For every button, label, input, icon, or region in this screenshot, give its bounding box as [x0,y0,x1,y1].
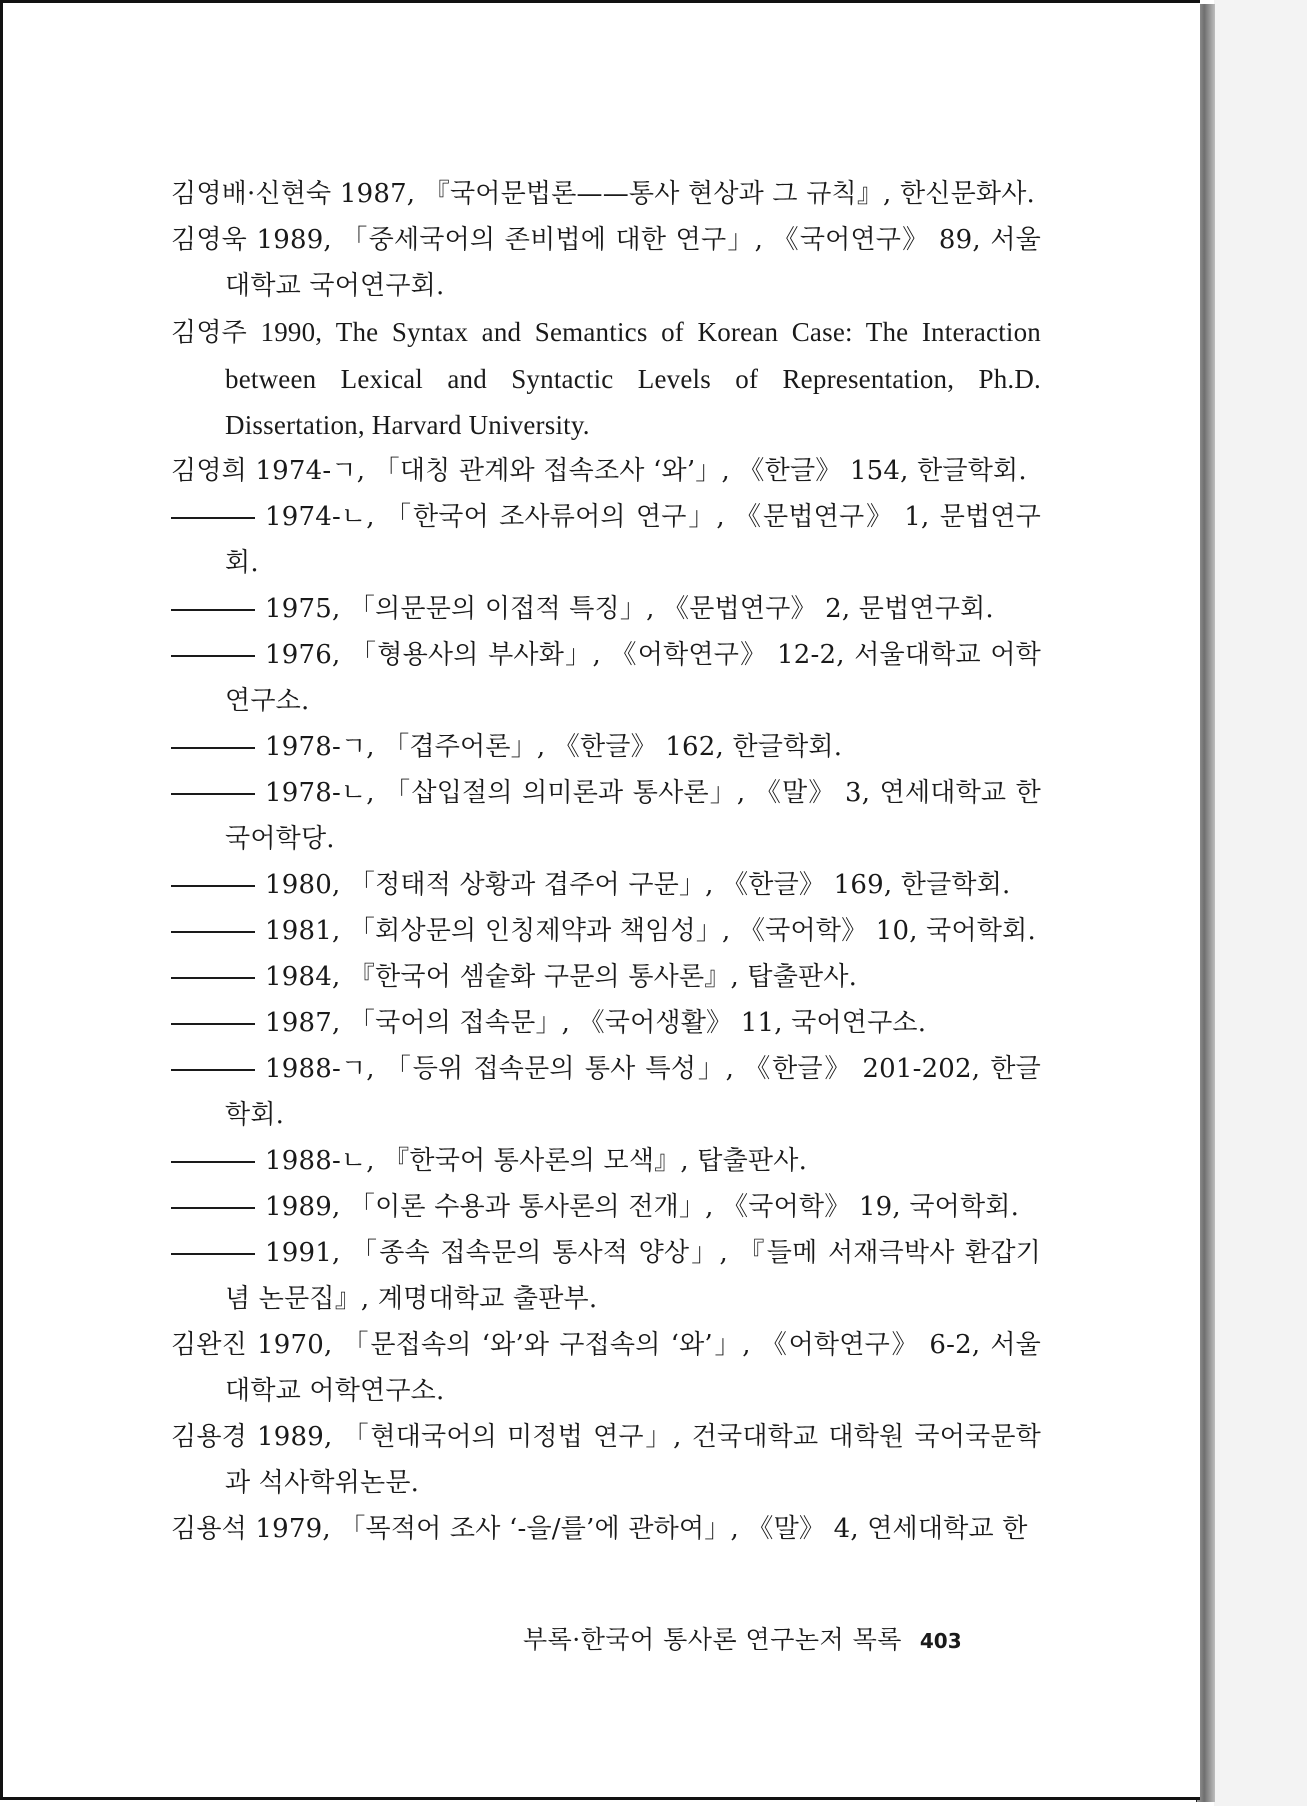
entry-text: 1990, The Syntax and Semantics of Korean Case: The Interaction between Lexical and Syntactic Levels of Representation, Ph.D. Dissertation, Harvard University. [225,317,1042,440]
ditto-dash [171,1253,255,1255]
bibliography-entry [171,586,1041,632]
entry-author: 김영배·신현숙 [171,179,332,209]
entry-text: 1981, 「회상문의 인칭제약과 책임성」, 《국어학》 10, 국어학회. [265,916,1036,946]
bibliography-entry [171,954,1041,1000]
ditto-dash [171,885,255,887]
footer-section-title: 부록·한국어 통사론 연구논저 목록 [523,1625,902,1654]
bibliography-entry [171,1184,1041,1230]
bibliography-entry [171,1414,1041,1506]
ditto-dash [171,517,255,519]
entry-text: 1976, 「형용사의 부사화」, 《어학연구》 12-2, 서울대학교 어학연구소. [225,640,1041,716]
entry-author: 김용석 [171,1514,247,1544]
ditto-dash [171,1207,255,1209]
entry-author: 김완진 [171,1330,247,1360]
bibliography-entry [171,494,1041,586]
entry-text: 1987, 『국어문법론——통사 현상과 그 규칙』, 한신문화사. [339,179,1036,209]
ditto-dash [171,793,255,795]
entry-text: 1978-ㄴ, 「삽입절의 의미론과 통사론」, 《말》 3, 연세대학교 한국어학당. [225,778,1041,854]
page-number: 403 [919,1629,962,1653]
bibliography-entry [171,309,1041,448]
entry-author: 김영주 [171,318,247,348]
bibliography-list [171,171,1041,1552]
entry-text: 1970, 「문접속의 ‘와’와 구접속의 ‘와’」, 《어학연구》 6-2, 서울대학교 어학연구소. [225,1330,1041,1406]
entry-text: 1989, 「현대국어의 미정법 연구」, 건국대학교 대학원 국어국문학과 석사학위논문. [225,1422,1041,1498]
ditto-dash [171,1023,255,1025]
entry-text: 1988-ㄴ, 『한국어 통사론의 모색』, 탑출판사. [265,1146,808,1176]
entry-text: 1991, 「종속 접속문의 통사적 양상」, 『들메 서재극박사 환갑기념 논문집』, 계명대학교 출판부. [225,1238,1041,1314]
ditto-dash [171,747,255,749]
running-footer [523,1620,1023,1656]
entry-author: 김영희 [171,456,247,486]
bibliography-entry [171,1322,1041,1414]
entry-text: 1974-ㄱ, 「대칭 관계와 접속조사 ‘와’」, 《한글》 154, 한글학회. [255,456,1027,486]
ditto-dash [171,655,255,657]
entry-text: 1979, 「목적어 조사 ‘-을/를’에 관하여」, 《말》 4, 연세대학교 한 [255,1514,1028,1544]
bibliography-entry [171,217,1041,309]
bibliography-entry [171,770,1041,862]
entry-text: 1989, 「중세국어의 존비법에 대한 연구」, 《국어연구》 89, 서울대학교 국어연구회. [225,225,1041,301]
bibliography-entry [171,1230,1041,1322]
bibliography-entry [171,632,1041,724]
bibliography-entry [171,908,1041,954]
entry-text: 1987, 「국어의 접속문」, 《국어생활》 11, 국어연구소. [265,1008,927,1038]
ditto-dash [171,931,255,933]
bibliography-entry [171,1138,1041,1184]
entry-author: 김용경 [171,1422,247,1452]
bibliography-entry [171,448,1041,494]
ditto-dash [171,977,255,979]
entry-text: 1980, 「정태적 상황과 겹주어 구문」, 《한글》 169, 한글학회. [265,870,1011,900]
entry-text: 1989, 「이론 수용과 통사론의 전개」, 《국어학》 19, 국어학회. [265,1192,1020,1222]
entry-text: 1975, 「의문문의 이접적 특징」, 《문법연구》 2, 문법연구회. [265,594,994,624]
bibliography-entry [171,171,1041,217]
bibliography-entry [171,1000,1041,1046]
entry-text: 1984, 『한국어 셈숱화 구문의 통사론』, 탑출판사. [265,962,858,992]
entry-text: 1974-ㄴ, 「한국어 조사류어의 연구」, 《문법연구》 1, 문법연구회. [225,502,1041,578]
bibliography-entry [171,724,1041,770]
ditto-dash [171,1069,255,1071]
entry-text: 1988-ㄱ, 「등위 접속문의 통사 특성」, 《한글》 201-202, 한글학회. [225,1054,1041,1130]
entry-author: 김영욱 [171,225,247,255]
ditto-dash [171,1161,255,1163]
bibliography-entry [171,862,1041,908]
page-margin-background [1214,0,1307,1806]
bibliography-entry [171,1506,1041,1552]
entry-text: 1978-ㄱ, 「겹주어론」, 《한글》 162, 한글학회. [265,732,843,762]
bibliography-entry [171,1046,1041,1138]
ditto-dash [171,609,255,611]
